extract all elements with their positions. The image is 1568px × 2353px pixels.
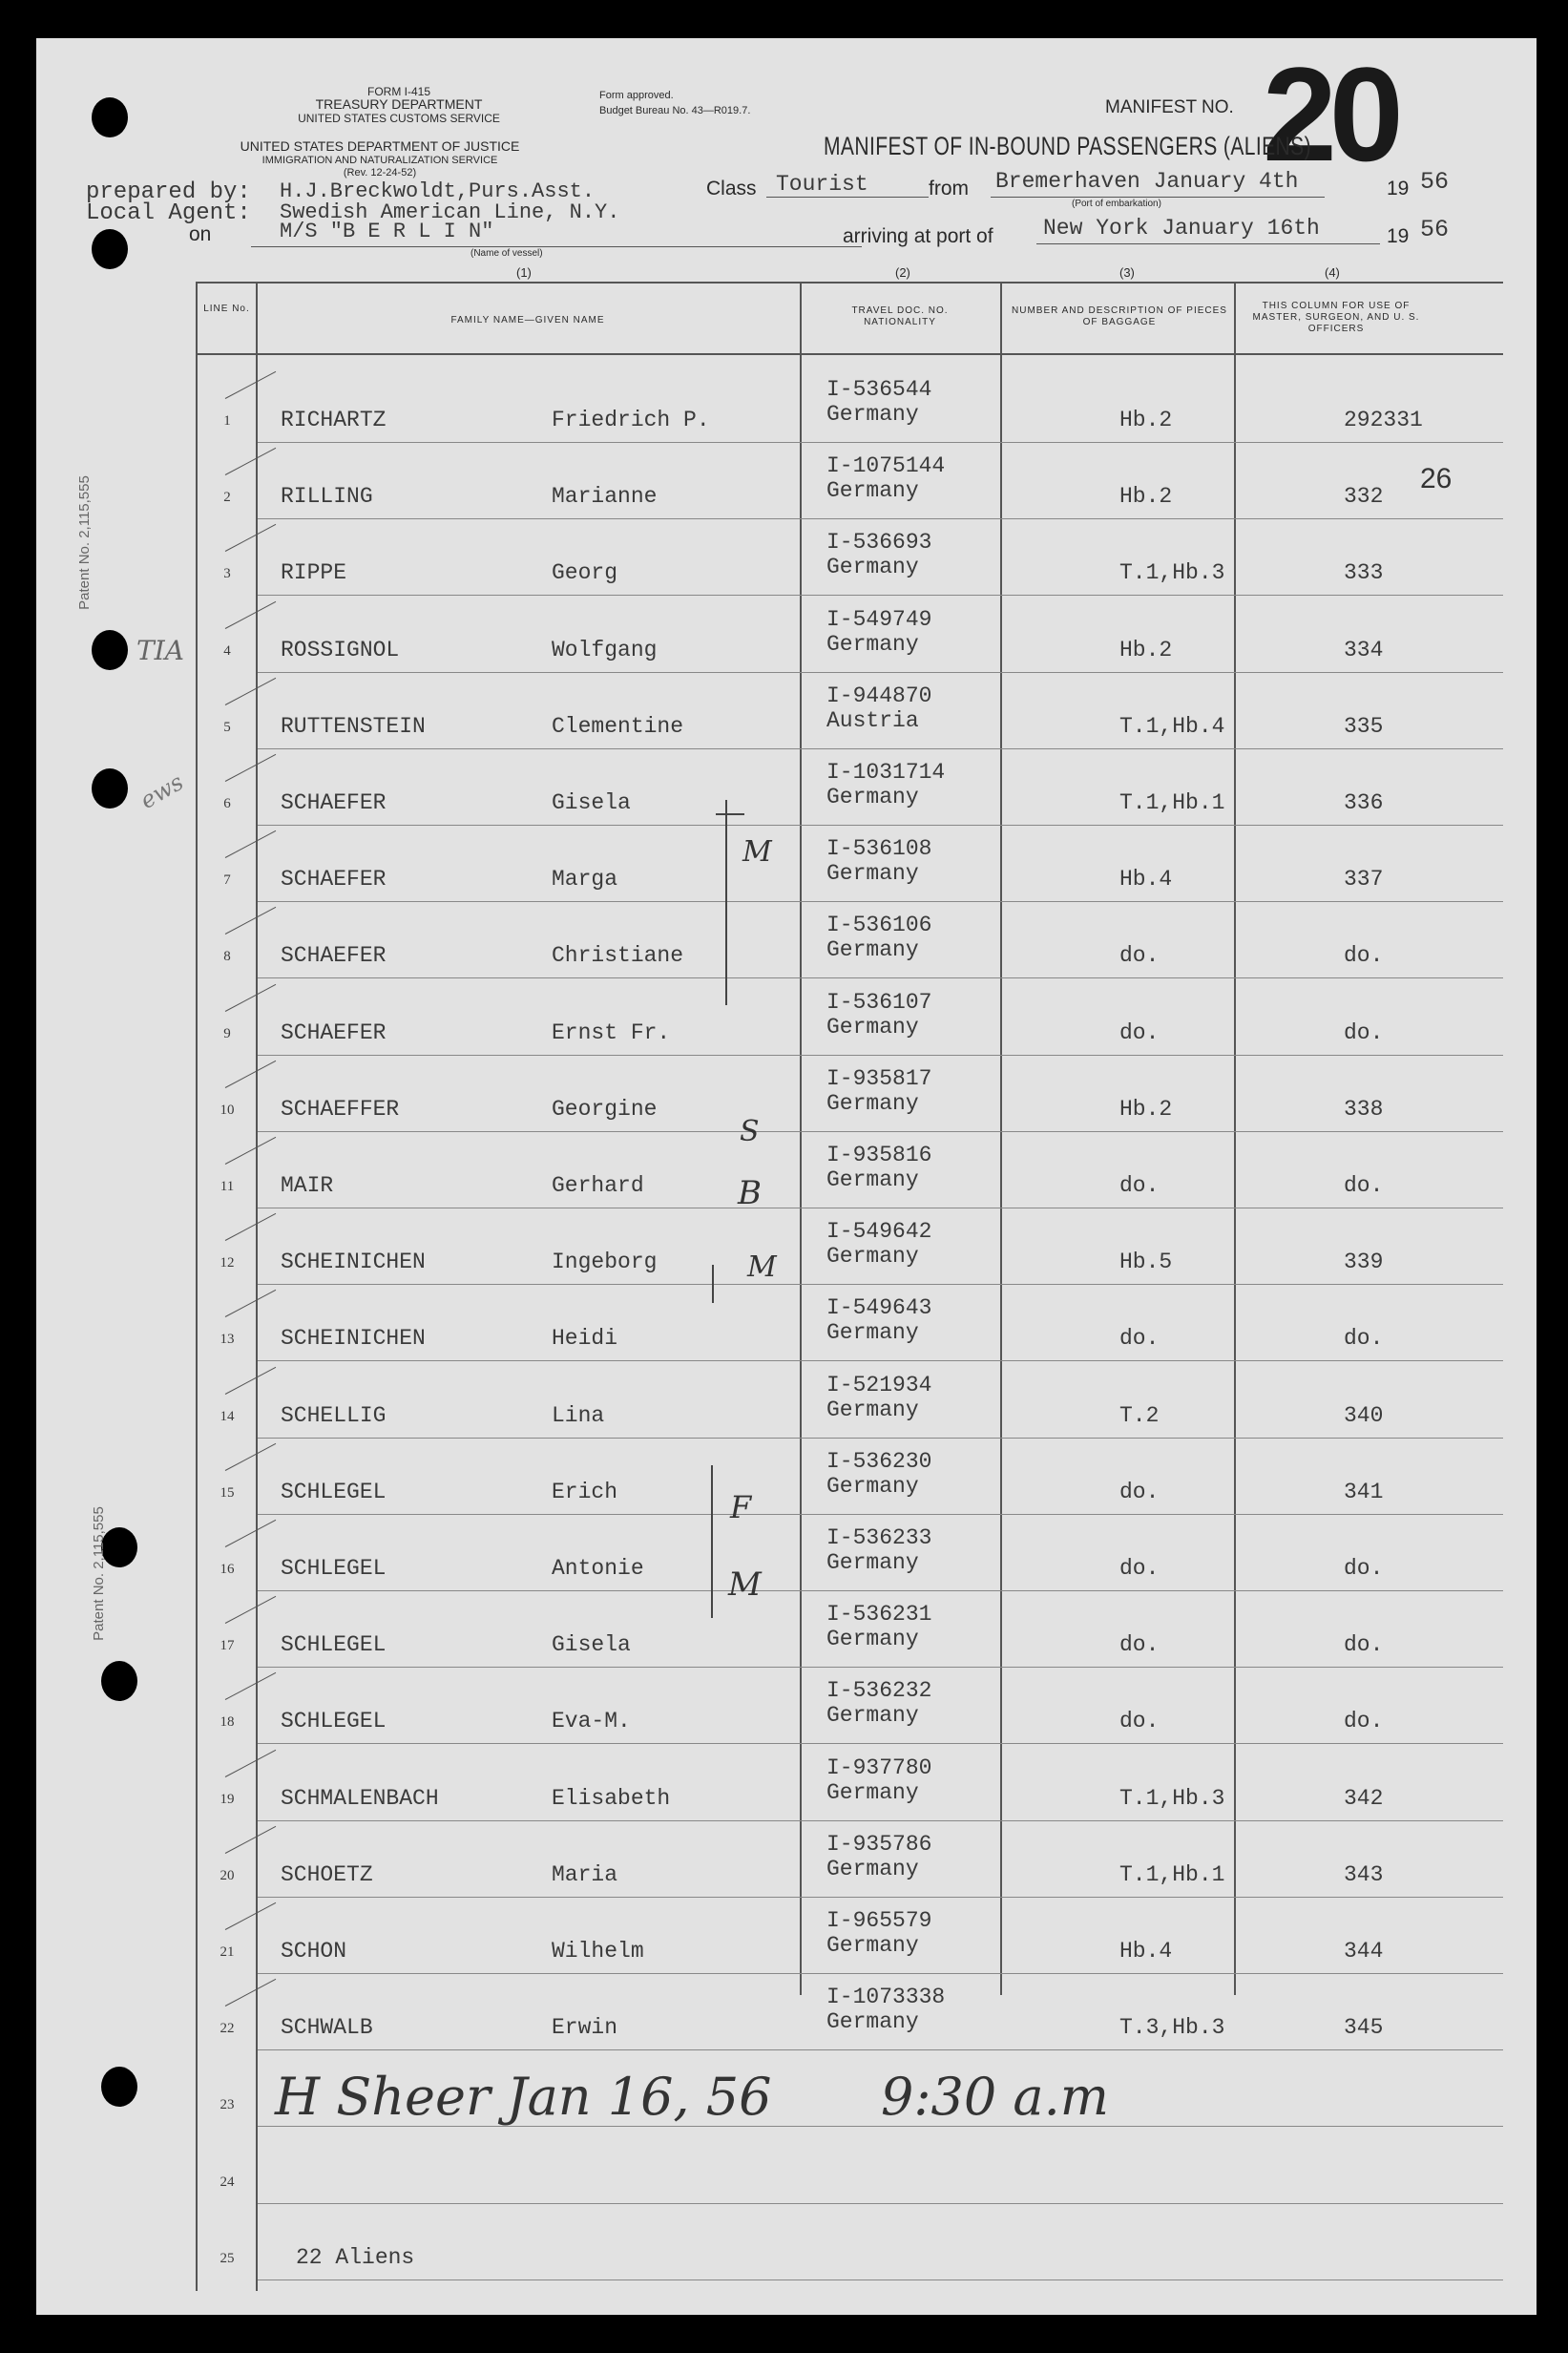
row-rule [258,595,1503,596]
col-head-baggage: NUMBER AND DESCRIPTION OF PIECES OF BAGGAGE [1012,305,1227,327]
punch-hole [92,229,128,269]
check-mark [225,907,276,935]
row10-mark: S [740,1115,760,1148]
nationality: Germany [826,861,919,886]
travel-doc-no: I-1031714 [826,760,946,785]
baggage: T.1,Hb.3 [1119,1786,1225,1811]
table-row [36,674,1537,750]
given-name: Marga [552,867,618,892]
nationality: Germany [826,1167,919,1192]
family-name: SCHWALB [281,2015,373,2040]
baggage: do. [1119,943,1160,968]
travel-doc-no: I-536233 [826,1525,932,1550]
travel-doc-no: I-965579 [826,1908,932,1933]
baggage: Hb.4 [1119,867,1173,892]
officer-no: 292331 [1344,408,1423,432]
travel-doc-no: I-549749 [826,607,932,632]
table-row [36,1822,1537,1899]
family-name: SCHLEGEL [281,1556,387,1581]
row-rule [258,1514,1503,1515]
travel-doc-no: I-1073338 [826,1985,946,2009]
check-mark [225,984,276,1012]
given-name: Gisela [552,790,631,815]
table-row [36,903,1537,979]
family-name: SCHAEFER [281,1020,387,1045]
given-name: Heidi [552,1326,618,1351]
officer-no: 344 [1344,1939,1384,1964]
table-row [36,2129,1537,2205]
check-mark [225,1213,276,1241]
justice-dept: UNITED STATES DEPARTMENT OF JUSTICE [240,138,520,154]
nationality: Germany [826,1244,919,1269]
family-bracket-1-tick [716,813,744,815]
check-mark [225,524,276,552]
family-name: SCHLEGEL [281,1632,387,1657]
table-row [36,980,1537,1057]
given-name: Antonie [552,1556,644,1581]
table-row [36,1669,1537,1745]
punch-hole [92,97,128,137]
given-name: Lina [552,1403,605,1428]
budget-bureau: Budget Bureau No. 43—R019.7. [599,105,751,116]
row-rule [258,518,1503,519]
table-row [36,1746,1537,1822]
class-value: Tourist [776,172,868,197]
table-row [36,1057,1537,1133]
nationality: Germany [826,1091,919,1116]
nationality: Germany [826,785,919,809]
baggage: Hb.2 [1119,638,1173,662]
nationality: Germany [826,1474,919,1499]
given-name: Elisabeth [552,1786,671,1811]
family-name: SCHAEFFER [281,1097,400,1122]
travel-doc-no: I-536231 [826,1602,932,1627]
year1: 56 [1420,168,1450,196]
table-row [36,1592,1537,1669]
row-rule [258,2049,1503,2050]
baggage: T.1,Hb.3 [1119,560,1225,585]
officer-no: do. [1344,1632,1384,1657]
baggage: Hb.2 [1119,1097,1173,1122]
family-name: RIPPE [281,560,347,585]
row-rule [258,1897,1503,1898]
travel-doc-no: I-935816 [826,1143,932,1167]
officer-no: 340 [1344,1403,1384,1428]
given-name: Maria [552,1862,618,1887]
family-name: SCHAEFER [281,790,387,815]
nationality: Germany [826,632,919,657]
travel-doc-no: I-549643 [826,1295,932,1320]
officer-no: 336 [1344,790,1384,815]
baggage: Hb.2 [1119,408,1173,432]
given-name: Eva-M. [552,1709,631,1733]
row-rule [258,1131,1503,1132]
baggage: T.1,Hb.1 [1119,790,1225,815]
family-name: SCHELLIG [281,1403,387,1428]
on-label: on [189,223,212,245]
patent-note-top: Patent No. 2,115,555 [75,475,93,610]
nationality: Germany [826,1550,919,1575]
check-mark [225,678,276,705]
line-number: 5 [223,720,231,735]
col-head-officers: THIS COLUMN FOR USE OF MASTER, SURGEON, AND U. S. OFFICERS [1252,301,1420,334]
family-name: SCHAEFER [281,943,387,968]
row-rule [258,1055,1503,1056]
officer-no: 337 [1344,867,1384,892]
nationality: Germany [826,1857,919,1881]
row7-mark: M [742,835,772,869]
family-name: SCHMALENBACH [281,1786,439,1811]
manifest-no-label: MANIFEST NO. [1105,97,1234,117]
baggage: do. [1119,1326,1160,1351]
arriving-value: New York January 16th [1043,216,1320,241]
customs-service: UNITED STATES CUSTOMS SERVICE [298,112,500,125]
nationality: Germany [826,2009,919,2034]
table-row [36,444,1537,520]
arriving-label: arriving at port of [843,225,993,247]
row-rule [258,1743,1503,1744]
travel-doc-no: I-536108 [826,836,932,861]
row-rule [258,748,1503,749]
line-number: 8 [223,949,231,964]
family-name: SCHAEFER [281,867,387,892]
travel-doc-no: I-536693 [826,530,932,555]
baggage: Hb.2 [1119,484,1173,509]
given-name: Ingeborg [552,1250,658,1274]
table-row [36,2051,1537,2128]
col-num-2: (2) [895,265,910,280]
alien-total: 22 Aliens [296,2245,415,2270]
family-name: SCHEINICHEN [281,1250,426,1274]
row-rule [258,1820,1503,1821]
vessel-underline [251,246,862,247]
inspection-time: 9:30 a.m [881,2067,1109,2127]
line-number: 4 [223,643,231,659]
family-name: SCHOETZ [281,1862,373,1887]
officer-no: 335 [1344,714,1384,739]
row6-left-note: ews [136,768,188,814]
from-label: from [929,178,969,200]
given-name: Wolfgang [552,638,658,662]
patent-note-bottom: Patent No. 2,115,555 [90,1506,107,1641]
line-number: 16 [220,1562,235,1577]
officer-no: do. [1344,1556,1384,1581]
officer-no: 342 [1344,1786,1384,1811]
family-name: MAIR [281,1173,334,1198]
nationality: Germany [826,1933,919,1958]
line-number: 2 [223,490,231,505]
baggage: T.1,Hb.4 [1119,714,1225,739]
line-number: 22 [220,2021,235,2036]
row15-mark: F [730,1489,752,1525]
table-row [36,2205,1537,2281]
travel-doc-no: I-935786 [826,1832,932,1857]
check-mark [225,1826,276,1854]
check-mark [225,601,276,629]
officer-no: 345 [1344,2015,1384,2040]
check-mark [225,1290,276,1317]
row-rule [258,977,1503,978]
line-number: 19 [220,1792,235,1807]
row-rule [258,672,1503,673]
line-number: 13 [220,1332,235,1347]
check-mark [225,1979,276,2006]
officer-no: 341 [1344,1480,1384,1504]
family-name: ROSSIGNOL [281,638,400,662]
col-head-name: FAMILY NAME—GIVEN NAME [450,315,605,326]
header-bottom-border [196,353,1503,355]
family-name: RUTTENSTEIN [281,714,426,739]
given-name: Georgine [552,1097,658,1122]
line-number: 1 [223,413,231,429]
travel-doc-no: I-536232 [826,1678,932,1703]
baggage: do. [1119,1709,1160,1733]
nationality: Germany [826,1015,919,1040]
year2: 56 [1420,216,1450,243]
check-mark [225,1061,276,1088]
table-row [36,368,1537,444]
family-bracket-3 [711,1465,713,1618]
row-rule [258,1360,1503,1361]
table-row [36,1363,1537,1439]
nationality: Germany [826,1627,919,1651]
line-number: 11 [220,1179,235,1194]
officer-no: do. [1344,1326,1384,1351]
family-bracket-1 [725,800,727,1005]
year2-prefix: 19 [1387,225,1410,247]
from-value: Bremerhaven January 4th [995,169,1299,194]
baggage: do. [1119,1632,1160,1657]
class-underline [766,197,929,198]
check-mark [225,1443,276,1471]
line-number: 7 [223,872,231,888]
row2-margin-note: 26 [1420,463,1453,494]
officer-no: do. [1344,943,1384,968]
travel-doc-no: I-937780 [826,1755,932,1780]
line-number: 23 [220,2097,235,2112]
line-number: 15 [220,1485,235,1501]
row-rule [258,1284,1503,1285]
from-underline [991,197,1325,198]
nationality: Germany [826,402,919,427]
row-rule [258,1438,1503,1439]
year1-prefix: 19 [1387,178,1410,200]
line-number: 12 [220,1255,235,1271]
line-number: 9 [223,1026,231,1041]
table-row [36,1209,1537,1286]
family-name: SCHEINICHEN [281,1326,426,1351]
family-name: SCHLEGEL [281,1709,387,1733]
check-mark [225,448,276,475]
table-row [36,520,1537,597]
revision: (Rev. 12-24-52) [343,167,417,179]
table-row [36,750,1537,827]
form-approved: Form approved. [599,90,674,101]
col-head-doc: TRAVEL DOC. NO. NATIONALITY [851,305,949,327]
nationality: Germany [826,1780,919,1805]
row-rule [258,442,1503,443]
check-mark [225,1367,276,1395]
table-row [36,1516,1537,1592]
vessel-caption: (Name of vessel) [470,248,543,259]
travel-doc-no: I-935817 [826,1066,932,1091]
nationality: Germany [826,1397,919,1422]
line-number: 18 [220,1714,235,1730]
officer-no: do. [1344,1709,1384,1733]
family-name: SCHLEGEL [281,1480,387,1504]
row-rule [258,901,1503,902]
nationality: Austria [826,708,919,733]
row-rule [258,825,1503,826]
ins-service: IMMIGRATION AND NATURALIZATION SERVICE [261,155,498,166]
check-mark [225,830,276,858]
baggage: Hb.4 [1119,1939,1173,1964]
line-number: 21 [220,1944,235,1960]
travel-doc-no: I-536107 [826,990,932,1015]
row12-mark: M [747,1250,777,1284]
given-name: Christiane [552,943,684,968]
travel-doc-no: I-549642 [826,1219,932,1244]
row-rule [258,2279,1503,2280]
travel-doc-no: I-536544 [826,377,932,402]
arriving-underline [1036,243,1380,244]
check-mark [225,1137,276,1165]
officer-no: do. [1344,1173,1384,1198]
table-row [36,1899,1537,1975]
table-top-border [196,282,1503,284]
col-num-4: (4) [1325,265,1340,280]
baggage: T.2 [1119,1403,1160,1428]
table-row [36,1439,1537,1516]
officer-no: 334 [1344,638,1384,662]
row4-left-note: TIA [136,635,184,666]
given-name: Gerhard [552,1173,644,1198]
officer-no: 332 [1344,484,1384,509]
given-name: Erwin [552,2015,618,2040]
table-row [36,598,1537,674]
travel-doc-no: I-521934 [826,1373,932,1397]
officer-no: 339 [1344,1250,1384,1274]
col-head-line: LINE No. [203,304,250,314]
table-row [36,827,1537,903]
col-num-1: (1) [516,265,532,280]
vessel-name: M/S "B E R L I N" [280,220,494,243]
port-caption: (Port of embarkation) [1072,199,1161,209]
given-name: Marianne [552,484,658,509]
line-number: 17 [220,1638,235,1653]
check-mark [225,1672,276,1700]
given-name: Ernst Fr. [552,1020,671,1045]
line-number: 14 [220,1409,235,1424]
line-number: 6 [223,796,231,811]
nationality: Germany [826,555,919,579]
prepared-by-label: prepared by: [86,179,251,205]
given-name: Wilhelm [552,1939,644,1964]
baggage: do. [1119,1173,1160,1198]
row11-mark: B [738,1174,762,1212]
check-mark [225,1750,276,1777]
family-name: RICHARTZ [281,408,387,432]
row-rule [258,1590,1503,1591]
given-name: Erich [552,1480,618,1504]
family-name: RILLING [281,484,373,509]
nationality: Germany [826,1703,919,1728]
travel-doc-no: I-1075144 [826,453,946,478]
travel-doc-no: I-944870 [826,683,932,708]
check-mark [225,1902,276,1930]
nationality: Germany [826,937,919,962]
given-name: Friedrich P. [552,408,710,432]
nationality: Germany [826,1320,919,1345]
baggage: do. [1119,1480,1160,1504]
nationality: Germany [826,478,919,503]
inspector-signature: H Sheer Jan 16, 56 [275,2067,772,2127]
officer-no: 343 [1344,1862,1384,1887]
check-mark [225,371,276,399]
baggage: T.3,Hb.3 [1119,2015,1225,2040]
baggage: do. [1119,1556,1160,1581]
check-mark [225,754,276,782]
table-row [36,1133,1537,1209]
given-name: Clementine [552,714,684,739]
officer-no: 338 [1344,1097,1384,1122]
class-label: Class [706,178,757,200]
line-number: 10 [220,1103,235,1118]
local-agent-label: Local Agent: [86,200,251,226]
row16-mark: M [728,1565,762,1604]
table-row [36,1975,1537,2051]
local-agent-value: Swedish American Line, N.Y. [280,200,620,224]
given-name: Gisela [552,1632,631,1657]
baggage: do. [1119,1020,1160,1045]
form-number: FORM I-415 [366,85,430,98]
row-rule [258,1973,1503,1974]
line-number: 20 [220,1868,235,1883]
officer-no: 333 [1344,560,1384,585]
manifest-page [36,38,1537,2315]
given-name: Georg [552,560,618,585]
check-mark [225,1596,276,1624]
prepared-by-value: H.J.Breckwoldt,Purs.Asst. [280,179,596,203]
baggage: T.1,Hb.1 [1119,1862,1225,1887]
row-rule [258,1667,1503,1668]
row-rule [258,2203,1503,2204]
line-number: 3 [223,566,231,581]
manifest-title: MANIFEST OF IN-BOUND PASSENGERS (ALIENS) [824,132,1311,160]
officer-no: do. [1344,1020,1384,1045]
family-bracket-2 [712,1265,714,1303]
baggage: Hb.5 [1119,1250,1173,1274]
line-number: 25 [220,2251,235,2266]
travel-doc-no: I-536106 [826,913,932,937]
family-name: SCHON [281,1939,347,1964]
check-mark [225,1520,276,1547]
col-num-3: (3) [1119,265,1135,280]
line-number: 24 [220,2174,235,2190]
manifest-number: 20 [1263,39,1396,189]
table-row [36,1286,1537,1362]
treasury-dept: TREASURY DEPARTMENT [315,96,483,112]
travel-doc-no: I-536230 [826,1449,932,1474]
